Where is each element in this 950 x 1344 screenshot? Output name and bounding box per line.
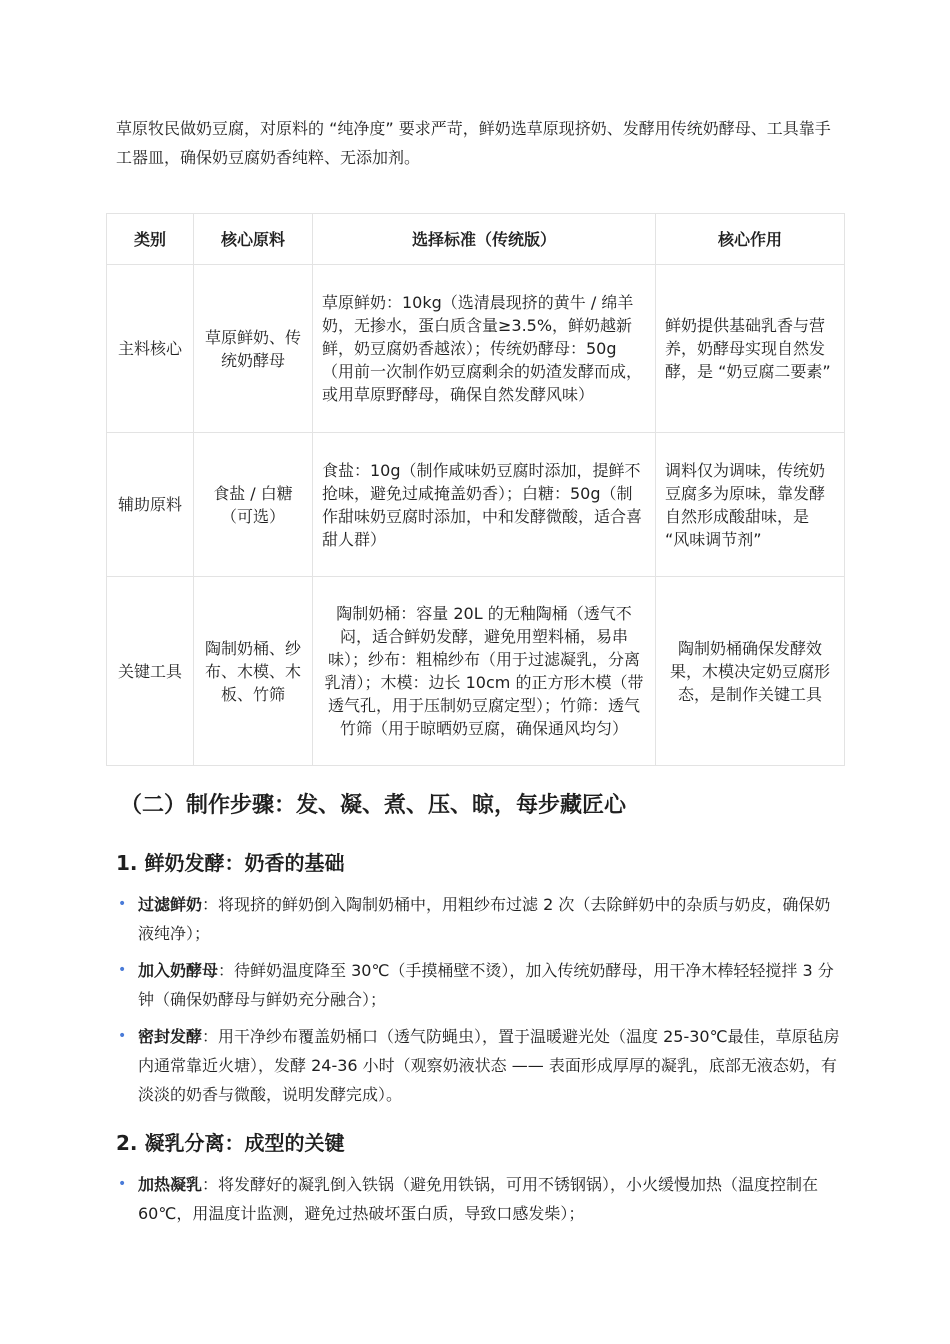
bullet-icon: •: [118, 1176, 127, 1192]
header-category: 类别: [107, 214, 194, 265]
bullet-icon: •: [118, 962, 127, 978]
bullet-icon: •: [118, 1028, 127, 1044]
section-title: （二）制作步骤：发、凝、煮、压、晾，每步藏匠心: [120, 793, 627, 818]
step-text: ：用干净纱布覆盖奶桶口（透气防蝇虫），置于温暖避光处（温度 25-30℃最佳，草原毡房内通常靠近火塘），发酵 24-36 小时（观察奶液状态 —— 表面形成厚厚的凝乳，底部无液态奶，有淡淡的奶香与微酸，说明发酵完成）。: [138, 1027, 840, 1104]
row-materials: 草原鲜奶、传统奶酵母: [194, 265, 313, 433]
list-item: [116, 956, 846, 1014]
header-role: 核心作用: [656, 214, 845, 265]
subsection-title-fermentation: 1. 鲜奶发酵：奶香的基础: [116, 851, 345, 875]
header-standard: 选择标准（传统版）: [313, 214, 656, 265]
list-item: [116, 890, 846, 948]
table-row: [107, 265, 845, 433]
step-title: 加入奶酵母: [138, 961, 219, 980]
step-text: ：待鲜奶温度降至 30℃（手摸桶壁不烫），加入传统奶酵母，用干净木棒轻轻搅拌 3 分钟（确保奶酵母与鲜奶充分融合）；: [138, 961, 834, 1009]
table-header-row: [107, 214, 845, 265]
fermentation-steps-list: [116, 890, 846, 1117]
row-category: 辅助原料: [107, 433, 194, 577]
intro-paragraph: 草原牧民做奶豆腐，对原料的 “纯净度” 要求严苛，鲜奶选草原现挤奶、发酵用传统奶酵母、工具靠手工器皿，确保奶豆腐奶香纯粹、无添加剂。: [116, 119, 831, 167]
row-materials: 陶制奶桶、纱布、木模、木板、竹筛: [194, 577, 313, 766]
list-item: [116, 1022, 846, 1109]
step-text: ：将发酵好的凝乳倒入铁锅（避免用铁锅，可用不锈钢锅），小火缓慢加热（温度控制在 60℃，用温度计监测，避免过热破坏蛋白质，导致口感发柴）；: [138, 1175, 819, 1223]
row-standard: 陶制奶桶：容量 20L 的无釉陶桶（透气不闷，适合鲜奶发酵，避免用塑料桶，易串味）；纱布：粗棉纱布（用于过滤凝乳，分离乳清）；木模：边长 10cm 的正方形木模（带透气孔，用于压制奶豆腐定型）；竹筛：透气竹筛（用于晾晒奶豆腐，确保通风均匀）: [313, 577, 656, 766]
step-title: 过滤鲜奶: [138, 895, 203, 914]
bullet-icon: •: [118, 896, 127, 912]
table-row: [107, 433, 845, 577]
row-category: 主料核心: [107, 265, 194, 433]
row-role: 调料仅为调味，传统奶豆腐多为原味，靠发酵自然形成酸甜味，是 “风味调节剂”: [656, 433, 845, 577]
row-role: 鲜奶提供基础乳香与营养，奶酵母实现自然发酵，是 “奶豆腐二要素”: [656, 265, 845, 433]
row-standard: 食盐：10g（制作咸味奶豆腐时添加，提鲜不抢味，避免过咸掩盖奶香）；白糖：50g（制作甜味奶豆腐时添加，中和发酵微酸，适合喜甜人群）: [313, 433, 656, 577]
row-materials: 食盐 / 白糖（可选）: [194, 433, 313, 577]
row-category: 关键工具: [107, 577, 194, 766]
subsection-title-curd: 2. 凝乳分离：成型的关键: [116, 1131, 345, 1155]
step-text: ：将现挤的鲜奶倒入陶制奶桶中，用粗纱布过滤 2 次（去除鲜奶中的杂质与奶皮，确保奶液纯净）；: [138, 895, 831, 943]
header-materials: 核心原料: [194, 214, 313, 265]
step-title: 加热凝乳: [138, 1175, 203, 1194]
table-row: [107, 577, 845, 766]
curd-steps-list: [116, 1170, 846, 1236]
list-item: [116, 1170, 846, 1228]
row-role: 陶制奶桶确保发酵效果，木模决定奶豆腐形态，是制作关键工具: [656, 577, 845, 766]
row-standard: 草原鲜奶：10kg（选清晨现挤的黄牛 / 绵羊奶，无掺水，蛋白质含量≥3.5%，鲜奶越新鲜，奶豆腐奶香越浓）；传统奶酵母：50g（用前一次制作奶豆腐剩余的奶渣发酵而成，或用草原野酵母，确保自然发酵风味）: [313, 265, 656, 433]
materials-table: [106, 213, 845, 766]
step-title: 密封发酵: [138, 1027, 203, 1046]
